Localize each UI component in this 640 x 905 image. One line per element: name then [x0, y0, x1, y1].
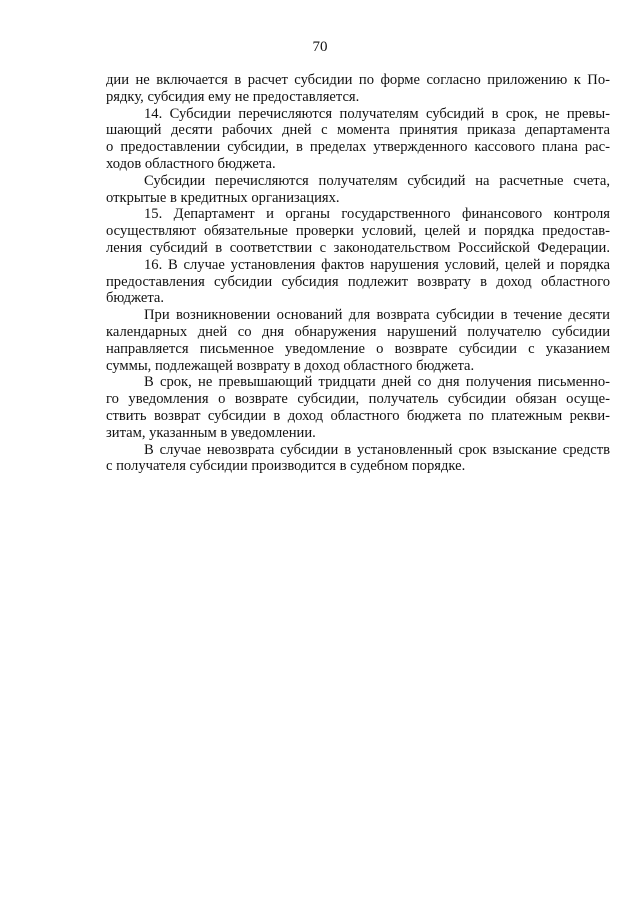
text-line: 15. Департамент и органы государственного финансового контроля	[144, 206, 610, 223]
text-line: суммы, подлежащей возврату в доход областного бюджета.	[106, 357, 475, 374]
page-number: 70	[312, 39, 328, 55]
text-line: 14. Субсидии перечисляются получателям субсидий в срок, не превы-	[144, 105, 610, 122]
text-line: зитам, указанным в уведомлении.	[106, 424, 316, 441]
text-line: осуществляют обязательные проверки условий, целей и порядка предостав-	[106, 223, 610, 240]
text-line: го уведомления о возврате субсидии, получатель субсидии обязан осуще-	[106, 391, 610, 408]
text-line: ствить возврат субсидии в доход областного бюджета по платежным рекви-	[106, 407, 610, 424]
text-line: дии не включается в расчет субсидии по форме согласно приложению к По-	[106, 72, 610, 88]
text-line: ления субсидий в соответствии с законодательством Российской Федерации.	[106, 239, 610, 256]
text-line: шающий десяти рабочих дней с момента принятия приказа департамента	[106, 122, 610, 139]
document-body	[106, 72, 610, 475]
text-line: рядку, субсидия ему не предоставляется.	[106, 88, 360, 105]
text-line: направляется письменное уведомление о возврате субсидии с указанием	[106, 340, 610, 357]
text-line: календарных дней со дня обнаружения нарушений получателю субсидии	[106, 323, 610, 340]
text-line: В случае невозврата субсидии в установленный срок взыскание средств	[144, 441, 610, 458]
text-line: При возникновении оснований для возврата субсидии в течение десяти	[144, 307, 610, 324]
text-line: о предоставлении субсидии, в пределах утвержденного кассового плана рас-	[106, 139, 610, 156]
text-line: открытые в кредитных организациях.	[106, 189, 340, 206]
text-line: В срок, не превышающий тридцати дней со дня получения письменно-	[144, 374, 610, 391]
text-line: 16. В случае установления фактов нарушения условий, целей и порядка	[144, 256, 610, 273]
text-line: бюджета.	[106, 290, 165, 307]
text-line: с получателя субсидии производится в судебном порядке.	[106, 458, 466, 475]
text-line: Субсидии перечисляются получателям субсидий на расчетные счета,	[144, 172, 610, 189]
text-line: предоставления субсидии субсидия подлежит возврату в доход областного	[106, 273, 610, 290]
text-line: ходов областного бюджета.	[106, 155, 276, 172]
